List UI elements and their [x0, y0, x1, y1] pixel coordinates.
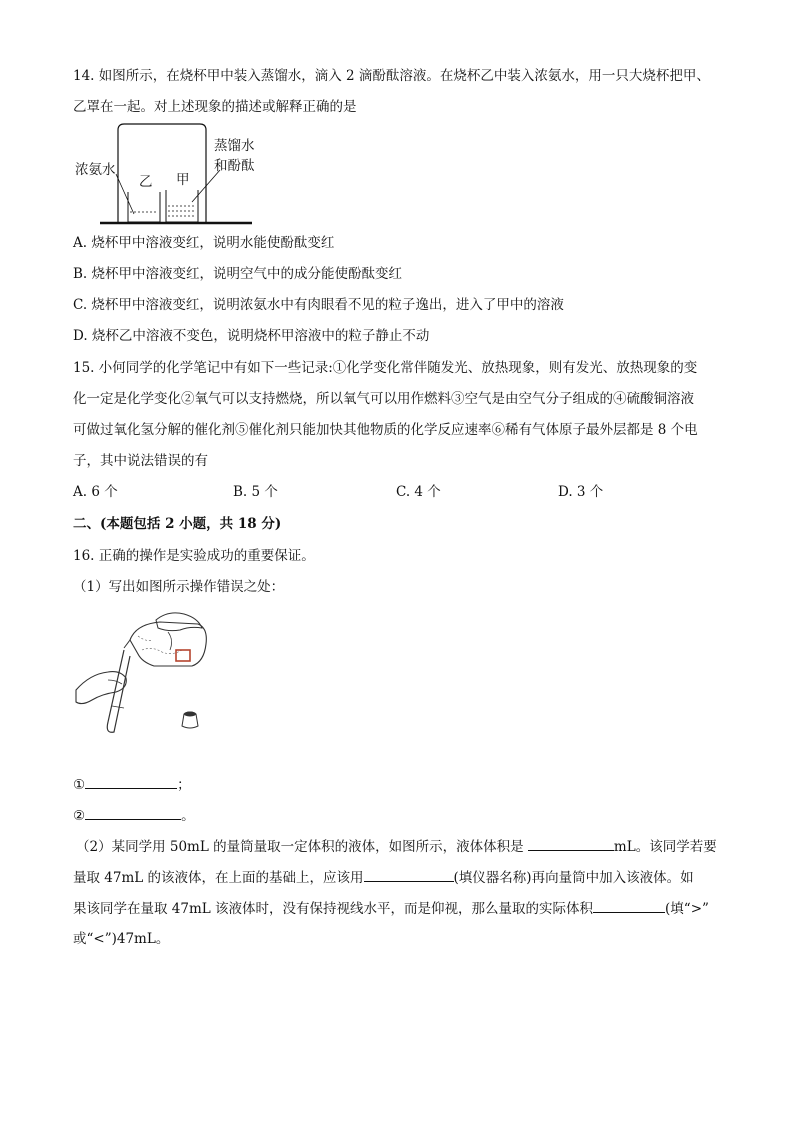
blank-actual-volume[interactable] [593, 898, 665, 913]
q15-option-b: B. 5 个 [233, 484, 278, 500]
q16-part2-line4: 或“<”)47mL。 [73, 931, 170, 947]
label-yi: 乙 [139, 174, 153, 190]
q15-option-a: A. 6 个 [73, 484, 118, 500]
label-ammonia: 浓氨水 [75, 162, 116, 178]
q15-stem-line2: 化一定是化学变化②氧气可以支持燃烧，所以氧气可以用作燃料③空气是由空气分子组成的④硫酸铜溶液 [73, 391, 694, 407]
part2-text-2a: 量取 47mL 的该液体，在上面的基础上，应该用 [73, 870, 364, 886]
blank1-answer[interactable] [85, 774, 177, 789]
q14-stem-line2: 乙罩在一起。对上述现象的描述或解释正确的是 [73, 99, 357, 115]
q16-blank2-row [73, 805, 195, 826]
q14-stem-line1: 14. 如图所示，在烧杯甲中装入蒸馏水，滴入 2 滴酚酞溶液。在烧杯乙中装入浓氨水，用一只大烧杯把甲、 [73, 68, 710, 84]
blank2-marker: ② [73, 808, 86, 824]
label-jia: 甲 [176, 172, 190, 188]
q16-part1-prompt: （1）写出如图所示操作错误之处： [73, 579, 285, 595]
q16-stem: 16. 正确的操作是实验成功的重要保证。 [73, 548, 315, 564]
q16-part2-line3 [73, 898, 709, 919]
q15-option-d: D. 3 个 [558, 484, 604, 500]
q16-blank1-row [73, 774, 191, 795]
blank2-suffix: 。 [181, 808, 195, 824]
part2-text-3b: (填“>” [665, 901, 709, 917]
blank-volume[interactable] [528, 836, 614, 851]
label-water-line1: 蒸馏水 [214, 138, 255, 154]
blank1-marker: ① [73, 777, 86, 793]
q15-stem-line4: 子，其中说法错误的有 [73, 453, 208, 469]
q14-option-c: C. 烧杯甲中溶液变红，说明浓氨水中有肉眼看不见的粒子逸出，进入了甲中的溶液 [73, 297, 564, 313]
part2-text-2b: (填仪器名称)再向量筒中加入该液体。如 [453, 870, 694, 886]
q14-option-d: D. 烧杯乙中溶液不变色，说明烧杯甲溶液中的粒子静止不动 [73, 328, 430, 344]
q15-option-c: C. 4 个 [396, 484, 441, 500]
blank1-suffix: ； [177, 777, 191, 793]
blank2-answer[interactable] [85, 805, 181, 820]
q16-pouring-figure [72, 610, 222, 740]
label-water-line2: 和酚酞 [214, 158, 255, 174]
part2-text-1a: （2）某同学用 50mL 的量筒量取一定体积的液体，如图所示，液体体积是 [76, 839, 524, 855]
q16-part2-line2 [73, 867, 694, 888]
q16-part2-line1 [76, 836, 717, 857]
blank-instrument[interactable] [364, 867, 454, 882]
q14-option-a: A. 烧杯甲中溶液变红，说明水能使酚酞变红 [73, 235, 335, 251]
section-title: 二、(本题包括 2 小题，共 18 分) [73, 516, 282, 532]
part2-text-3a: 果该同学在量取 47mL 该液体时，没有保持视线水平，而是仰视，那么量取的实际体积 [73, 901, 594, 917]
q15-stem-line3: 可做过氧化氢分解的催化剂⑤催化剂只能加快其他物质的化学反应速率⑥稀有气体原子最外层都是 8 个电 [73, 422, 698, 438]
part2-text-1b: mL。该同学若要 [613, 839, 717, 855]
q15-stem-line1: 15. 小何同学的化学笔记中有如下一些记录:①化学变化常伴随发光、放热现象，则有发光、放热现象的变 [73, 360, 698, 376]
q14-option-b: B. 烧杯甲中溶液变红，说明空气中的成分能使酚酞变红 [73, 266, 403, 282]
